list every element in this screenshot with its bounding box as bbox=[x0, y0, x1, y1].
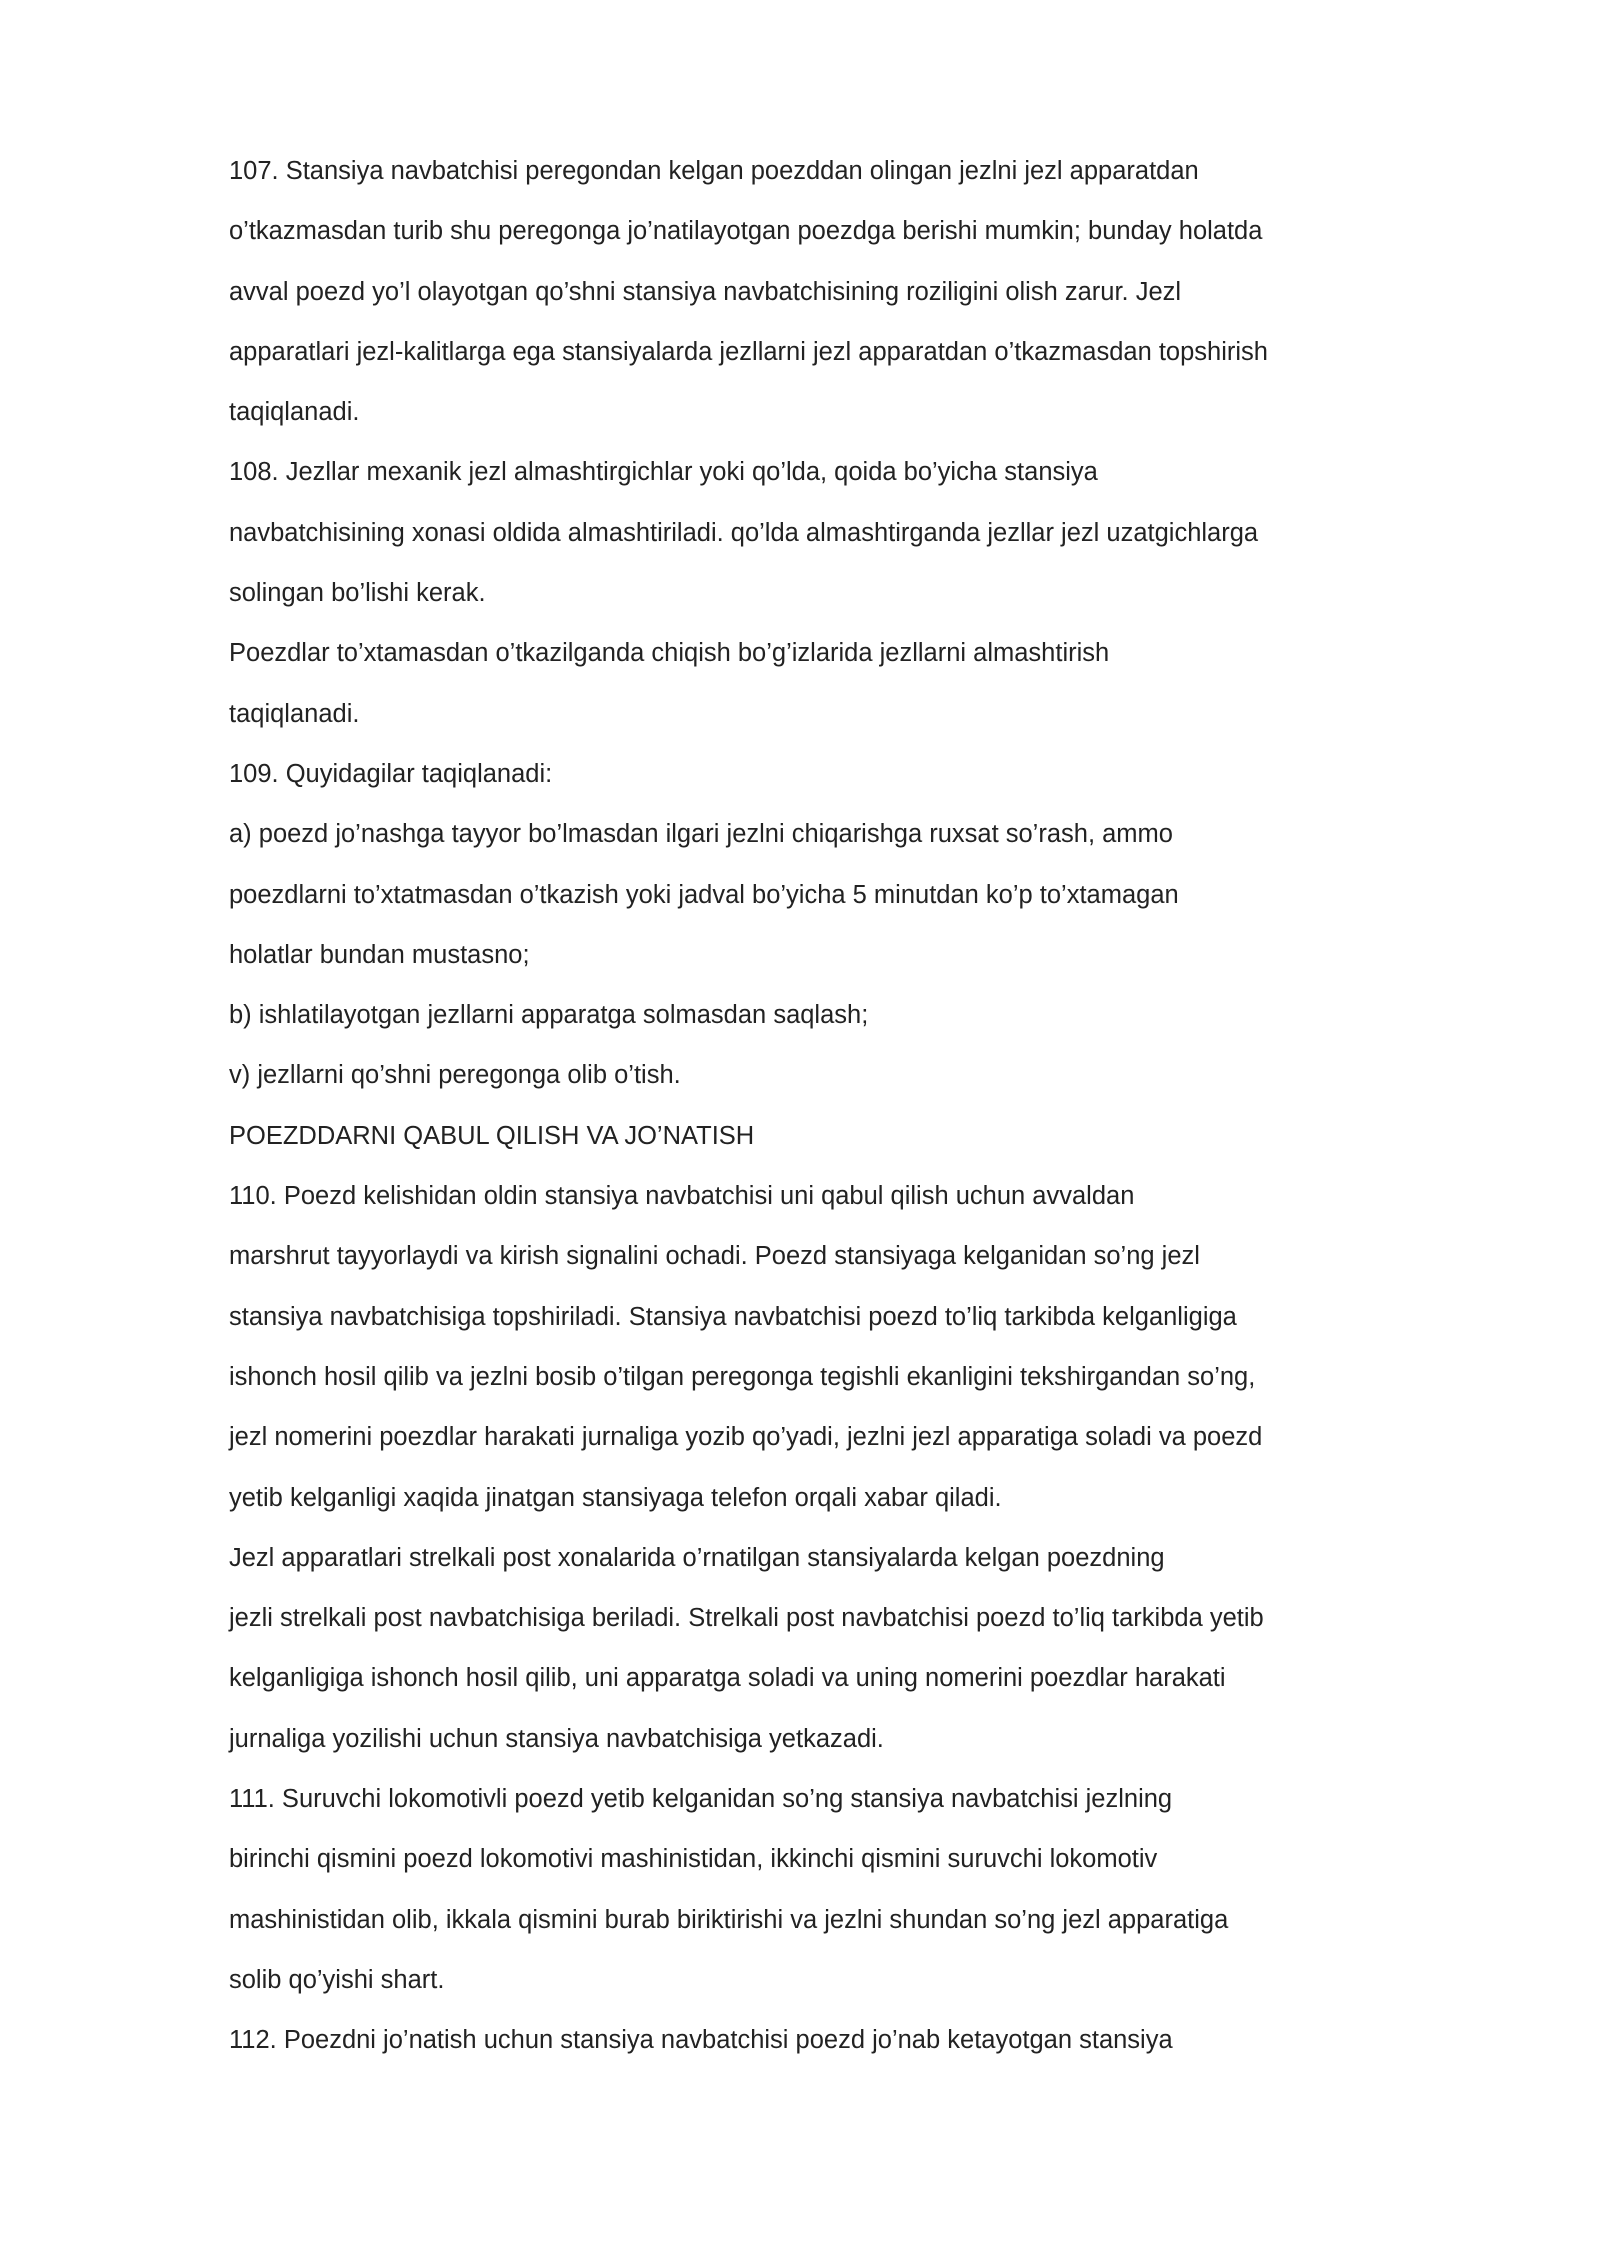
text-line: o’tkazmasdan turib shu peregonga jo’natilayotgan poezdga berishi mumkin; bunday holatda bbox=[229, 217, 1263, 246]
text-line: jurnaliga yozilishi uchun stansiya navbatchisiga yetkazadi. bbox=[229, 1724, 884, 1753]
text-line: Jezl apparatlari strelkali post xonalarida o’rnatilgan stansiyalarda kelgan poezdning bbox=[229, 1543, 1165, 1572]
text-line: mashinistidan olib, ikkala qismini burab biriktirishi va jezlni shundan so’ng jezl apparatiga bbox=[229, 1905, 1229, 1934]
text-line: 109. Quyidagilar taqiqlanadi: bbox=[229, 759, 553, 788]
text-line: stansiya navbatchisiga topshiriladi. Stansiya navbatchisi poezd to’liq tarkibda kelganligiga bbox=[229, 1302, 1237, 1331]
text-line: 108. Jezllar mexanik jezl almashtirgichlar yoki qo’lda, qoida bo’yicha stansiya bbox=[229, 458, 1098, 487]
text-line: Poezdlar to’xtamasdan o’tkazilganda chiqish bo’g’izlarida jezllarni almashtirish bbox=[229, 639, 1110, 668]
text-line: 110. Poezd kelishidan oldin stansiya navbatchisi uni qabul qilish uchun avvaldan bbox=[229, 1182, 1135, 1211]
text-line: taqiqlanadi. bbox=[229, 398, 360, 427]
text-line: poezdlarni to’xtatmasdan o’tkazish yoki jadval bo’yicha 5 minutdan ko’p to’xtamagan bbox=[229, 880, 1179, 909]
text-line: marshrut tayyorlaydi va kirish signalini ochadi. Poezd stansiyaga kelganidan so’ng jezl bbox=[229, 1242, 1200, 1271]
text-line: a) poezd jo’nashga tayyor bo’lmasdan ilgari jezlni chiqarishga ruxsat so’rash, ammo bbox=[229, 820, 1173, 849]
text-line: kelganligiga ishonch hosil qilib, uni apparatga soladi va uning nomerini poezdlar harakati bbox=[229, 1664, 1226, 1693]
text-line: holatlar bundan mustasno; bbox=[229, 940, 530, 969]
text-line: avval poezd yo’l olayotgan qo’shni stansiya navbatchisining roziligini olish zarur. Jezl bbox=[229, 277, 1182, 306]
text-line: b) ishlatilayotgan jezllarni apparatga solmasdan saqlash; bbox=[229, 1001, 869, 1030]
text-line: 107. Stansiya navbatchisi peregondan kelgan poezddan olingan jezlni jezl apparatdan bbox=[229, 157, 1199, 185]
text-line: 111. Suruvchi lokomotivli poezd yetib kelganidan so’ng stansiya navbatchisi jezlning bbox=[229, 1785, 1173, 1814]
text-line: 112. Poezdni jo’natish uchun stansiya navbatchisi poezd jo’nab ketayotgan stansiya bbox=[229, 2026, 1173, 2055]
text-line: taqiqlanadi. bbox=[229, 699, 360, 728]
text-line: yetib kelganligi xaqida jinatgan stansiyaga telefon orqali xabar qiladi. bbox=[229, 1483, 1002, 1512]
text-line: apparatlari jezl-kalitlarga ega stansiyalarda jezllarni jezl apparatdan o’tkazmasdan topshirish bbox=[229, 337, 1268, 366]
text-line: jezli strelkali post navbatchisiga beriladi. Strelkali post navbatchisi poezd to’liq tarkibda yetib bbox=[229, 1604, 1264, 1633]
text-line: navbatchisining xonasi oldida almashtiriladi. qo’lda almashtirganda jezllar jezl uzatgichlarga bbox=[229, 518, 1259, 547]
text-line: birinchi qismini poezd lokomotivi mashinistidan, ikkinchi qismini suruvchi lokomotiv bbox=[229, 1845, 1158, 1874]
text-line: v) jezllarni qo’shni peregonga olib o’tish. bbox=[229, 1061, 681, 1090]
document-body bbox=[229, 150, 1359, 2080]
text-line: ishonch hosil qilib va jezlni bosib o’tilgan peregonga tegishli ekanligini tekshirgandan so’ng, bbox=[229, 1362, 1256, 1391]
text-line: solib qo’yishi shart. bbox=[229, 1965, 445, 1994]
section-heading: POEZDDARNI QABUL QILISH VA JO’NATISH bbox=[229, 1121, 755, 1150]
text-line: jezl nomerini poezdlar harakati jurnaliga yozib qo’yadi, jezlni jezl apparatiga soladi va poezd bbox=[229, 1423, 1263, 1452]
text-line: solingan bo’lishi kerak. bbox=[229, 579, 486, 608]
